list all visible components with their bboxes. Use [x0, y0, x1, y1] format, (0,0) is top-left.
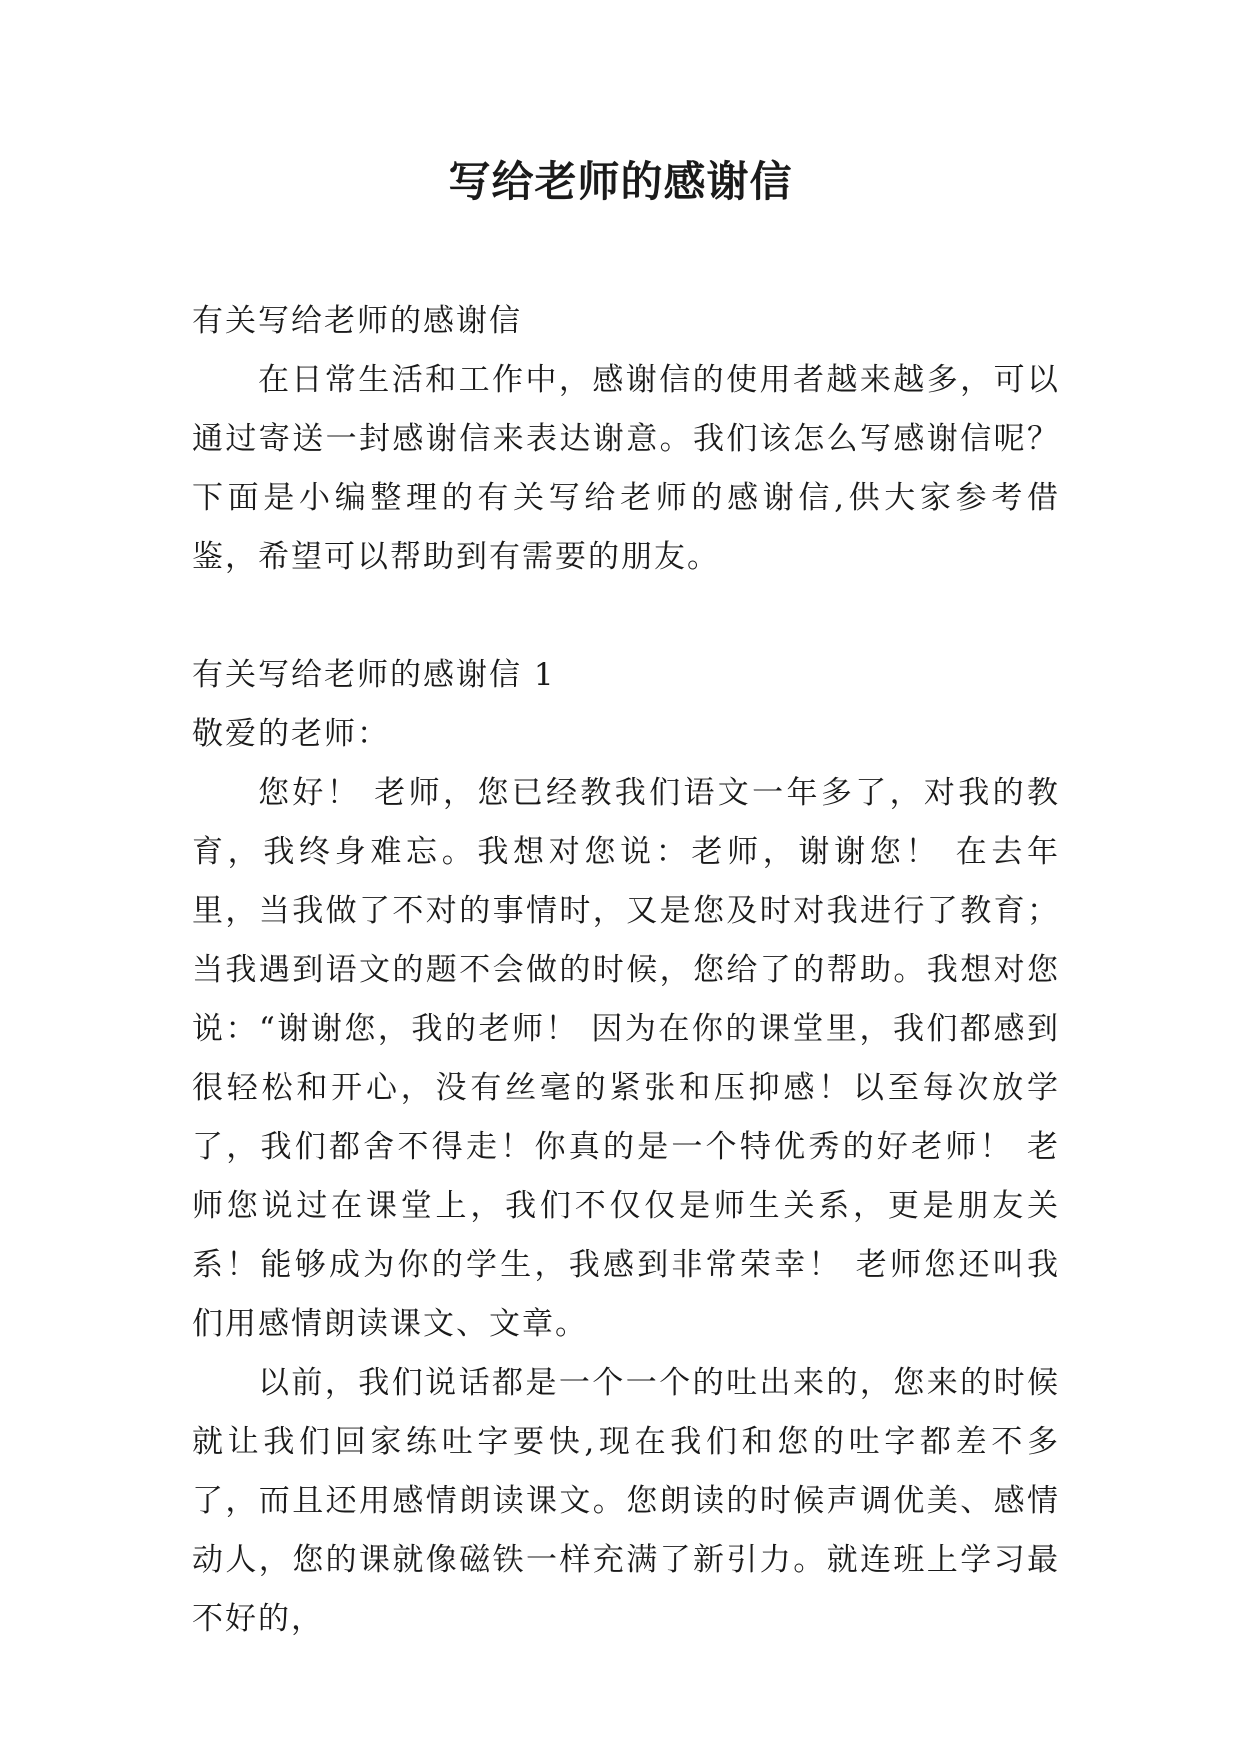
intro-heading: 有关写给老师的感谢信 [192, 303, 522, 339]
intro-paragraph: 在日常生活和工作中，感谢信的使用者越来越多，可以通过寄送一封感谢信来表达谢意。我们该怎么写感谢信呢？下面是小编整理的有关写给老师的感谢信,供大家参考借鉴，希望可以帮助到有需要的朋友。 [192, 362, 1060, 575]
document-title: 写给老师的感谢信 [448, 157, 793, 206]
section-spacer [192, 587, 1060, 646]
salutation: 敬爱的老师： [192, 716, 390, 752]
letter-paragraph-2: 以前，我们说话都是一个一个的吐出来的，您来的时候就让我们回家练吐字要快,现在我们和您的吐字都差不多了，而且还用感情朗读课文。您朗读的时候声调优美、感情动人，您的课就像磁铁一样充满了新引力。就连班上学习最不好的， [192, 1365, 1060, 1637]
document-body [192, 292, 1060, 1649]
section1-heading: 有关写给老师的感谢信 1 [192, 657, 556, 693]
letter-paragraph-1: 您好！ 老师，您已经教我们语文一年多了，对我的教育，我终身难忘。我想对您说：老师，谢谢您！ 在去年里，当我做了不对的事情时，又是您及时对我进行了教育；当我遇到语文的题不会做的时候，您给了的帮助。我想对您说：“谢谢您，我的老师！ 因为在你的课堂里，我们都感到很轻松和开心，没有丝毫的紧张和压抑感！以至每次放学了，我们都舍不得走！你真的是一个特优秀的好老师！ 老师您说过在课堂上，我们不仅仅是师生关系，更是朋友关系！能够成为你的学生，我感到非常荣幸！ 老师您还叫我们用感情朗读课文、文章。 [192, 775, 1060, 1342]
